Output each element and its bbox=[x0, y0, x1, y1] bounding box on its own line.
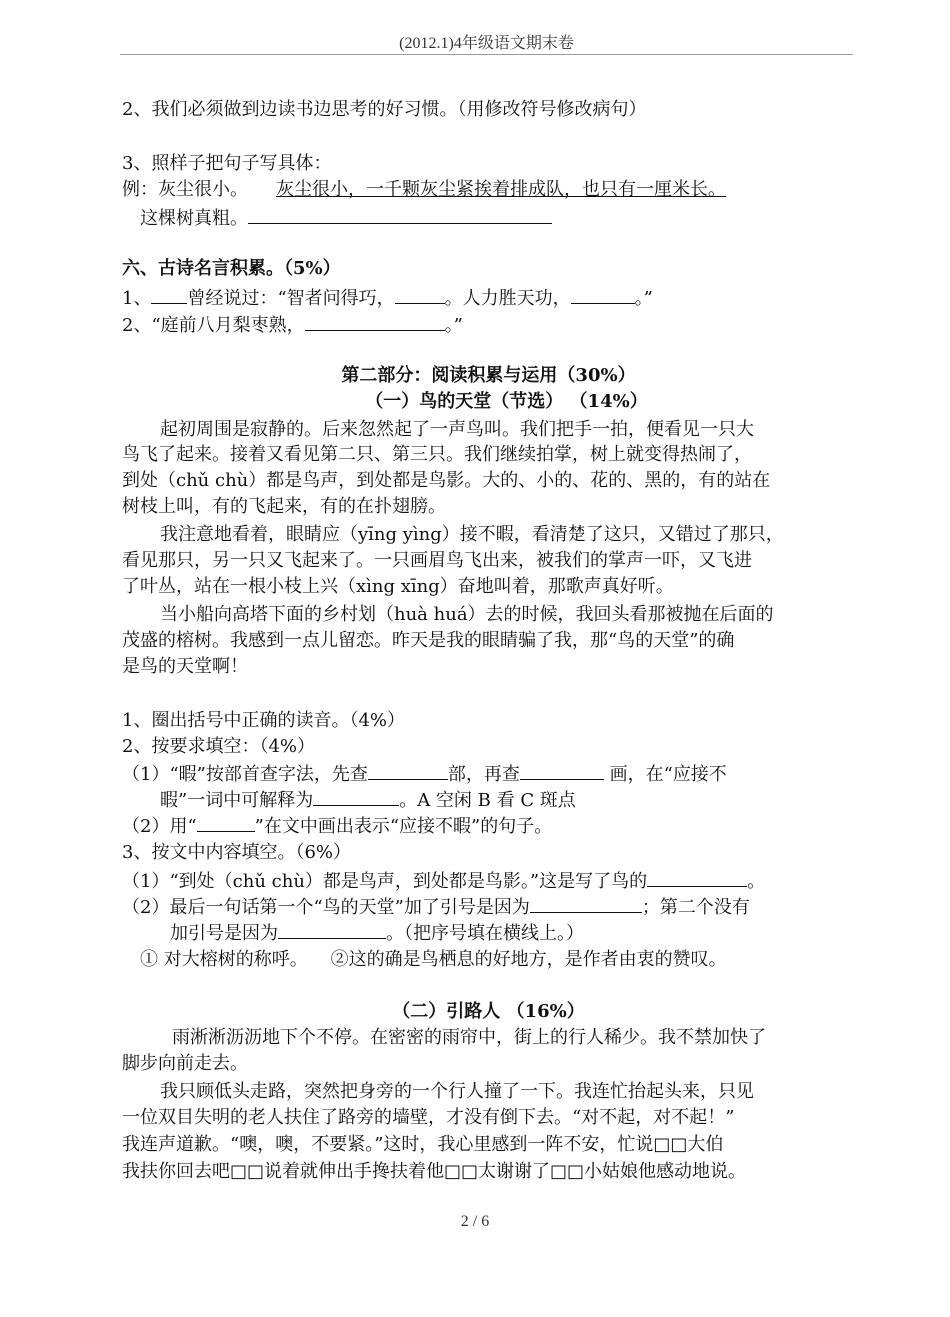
answer-blank[interactable] bbox=[248, 205, 552, 224]
para-1-line-1: 起初周围是寂静的。后来忽然起了一声鸟叫。我们把手一拍，便看见一只大 bbox=[160, 419, 754, 440]
q3-1-text-a: （1）“到处（chǔ chù）都是鸟声，到处都是鸟影。”这是写了鸟的 bbox=[122, 871, 648, 892]
q6-1-blank-3[interactable] bbox=[571, 285, 635, 304]
para-3-line-2: 茂盛的榕树。我感到一点儿留恋。昨天是我的眼睛骗了我，那“鸟的天堂”的确 bbox=[122, 630, 735, 651]
q3-2-blank-2[interactable] bbox=[278, 920, 386, 939]
q3-2-text-b: ；第二个没有 bbox=[641, 897, 750, 918]
q6-1-text-b: 。人力胜天功， bbox=[444, 288, 571, 309]
r2-para-2-line-2: 一位双目失明的老人扶住了路旁的墙壁，才没有倒下去。“对不起，对不起！” bbox=[122, 1107, 735, 1128]
reading-q3-2-cont bbox=[170, 920, 584, 946]
para-2-line-2: 看见那只，另一只又飞起来了。一只画眉鸟飞出来，被我们的掌声一吓，又飞进 bbox=[122, 550, 752, 571]
q3-2-blank-1[interactable] bbox=[530, 894, 642, 913]
q3-1-blank[interactable] bbox=[647, 868, 747, 887]
r2-para-2-line-1: 我只顾低头走路，突然把身旁的一个行人撞了一下。我连忙抬起头来，只见 bbox=[160, 1081, 754, 1102]
question-6-1 bbox=[122, 285, 653, 311]
q3-2-text-a: （2）最后一句话第一个“鸟的天堂”加了引号是因为 bbox=[122, 897, 530, 918]
q2-1-text-b: 部，再查 bbox=[447, 764, 520, 785]
example-line bbox=[122, 178, 726, 202]
question-6-2 bbox=[122, 312, 463, 338]
q2-1-text-a: （1）“暇”按部首查字法，先查 bbox=[122, 764, 368, 785]
section-6-title: 六、古诗名言积累。（5%） bbox=[122, 258, 341, 279]
q6-1-text-c: 。” bbox=[634, 288, 653, 309]
part-2-title: 第二部分：阅读积累与运用（30%） bbox=[341, 365, 636, 386]
reading-q3-1 bbox=[122, 868, 765, 894]
para-3-line-3: 是鸟的天堂啊！ bbox=[122, 656, 248, 677]
r2-para-2-line-4: 我扶你回去吧□□说着就伸出手搀扶着他□□太谢谢了□□小姑娘他感动地说。 bbox=[122, 1161, 747, 1182]
task-line bbox=[140, 205, 552, 231]
q2-1-options: 。A 空闲 B 看 C 斑点 bbox=[399, 790, 576, 811]
q3-2-text-c: 加引号是因为 bbox=[170, 923, 278, 944]
r2-para-2-line-3: 我连声道歉。“噢，噢，不要紧。”这时，我心里感到一阵不安，忙说□□大伯 bbox=[122, 1134, 724, 1155]
reading-q2: 2、按要求填空：（4%） bbox=[122, 736, 316, 757]
q6-1-blank-2[interactable] bbox=[395, 285, 445, 304]
para-2-line-3: 了叶丛，站在一根小枝上兴（xìng xīng）奋地叫着，那歌声真好听。 bbox=[122, 576, 674, 597]
r2-para-1-line-2: 脚步向前走去。 bbox=[122, 1053, 248, 1074]
q2-1-blank-strokes[interactable] bbox=[520, 761, 604, 780]
para-1-line-3: 到处（chǔ chù）都是鸟声，到处都是鸟影。大的、小的、花的、黑的，有的站在 bbox=[122, 470, 771, 491]
para-1-line-4: 树枝上叫，有的飞起来，有的在扑翅膀。 bbox=[122, 496, 446, 517]
reading-2-title: （二）引路人 （16%） bbox=[392, 1001, 585, 1022]
header-divider bbox=[120, 54, 853, 55]
q3-1-text-b: 。 bbox=[747, 871, 766, 892]
para-3-line-1: 当小船向高塔下面的乡村划（huà huá）去的时候，我回头看那被抛在后面的 bbox=[160, 604, 774, 625]
q2-2-line-mark bbox=[197, 813, 255, 832]
q6-1-number: 1、 bbox=[122, 288, 152, 309]
reading-1-title: （一）鸟的天堂（节选） （14%） bbox=[365, 391, 648, 412]
r2-para-1-line-1: 雨淅淅沥沥地下个不停。在密密的雨帘中，街上的行人稀少。我不禁加快了 bbox=[172, 1027, 766, 1048]
example-answer: 灰尘很小，一千颗灰尘紧挨着排成队，也只有一厘米长。 bbox=[276, 179, 726, 200]
reading-q2-2 bbox=[122, 813, 552, 839]
q2-1-blank-meaning[interactable] bbox=[313, 787, 399, 806]
para-2-line-1: 我注意地看着，眼睛应（yīng yìng）接不暇，看清楚了这只，又错过了那只， bbox=[160, 524, 784, 545]
q6-1-blank-author[interactable] bbox=[151, 285, 187, 304]
page-number: 2 / 6 bbox=[460, 1213, 490, 1230]
q6-2-blank[interactable] bbox=[305, 312, 445, 331]
q2-1-text-d: 暇”一词中可解释为 bbox=[160, 790, 314, 811]
q6-2-text-b: 。” bbox=[444, 315, 463, 336]
page-header: (2012.1)4年级语文期末卷 bbox=[399, 35, 574, 52]
reading-q1: 1、圈出括号中正确的读音。（4%） bbox=[122, 710, 406, 731]
q2-1-blank-radical[interactable] bbox=[368, 761, 448, 780]
q2-2-text-b: ”在文中画出表示“应接不暇”的句子。 bbox=[254, 816, 553, 837]
q2-2-text-a: （2）用“ bbox=[122, 816, 197, 837]
para-1-line-2: 鸟飞了起来。接着又看见第二只、第三只。我们继续拍掌，树上就变得热闹了， bbox=[122, 444, 752, 465]
q2-1-text-c: 画，在“应接不 bbox=[603, 764, 727, 785]
reading-q2-1 bbox=[122, 761, 727, 787]
question-5-3: 3、照样子把句子写具体： bbox=[122, 153, 332, 174]
q3-2-text-d: 。（把序号填在横线上。） bbox=[386, 923, 584, 944]
task-sentence: 这棵树真粗。 bbox=[140, 208, 248, 229]
reading-q3-2 bbox=[122, 894, 750, 920]
reading-q3-options: ① 对大榕树的称呼。 ②这的确是鸟栖息的好地方，是作者由衷的赞叹。 bbox=[140, 949, 727, 970]
reading-q3: 3、按文中内容填空。（6%） bbox=[122, 842, 352, 863]
question-5-2: 2、我们必须做到边读书边思考的好习惯。（用修改符号修改病句） bbox=[122, 99, 647, 120]
q6-2-text-a: 2、“庭前八月梨枣熟， bbox=[122, 315, 305, 336]
example-label: 例：灰尘很小。 bbox=[122, 179, 248, 200]
q6-1-text-a: 曾经说过：“智者问得巧， bbox=[187, 288, 395, 309]
reading-q2-1-cont bbox=[160, 787, 576, 813]
